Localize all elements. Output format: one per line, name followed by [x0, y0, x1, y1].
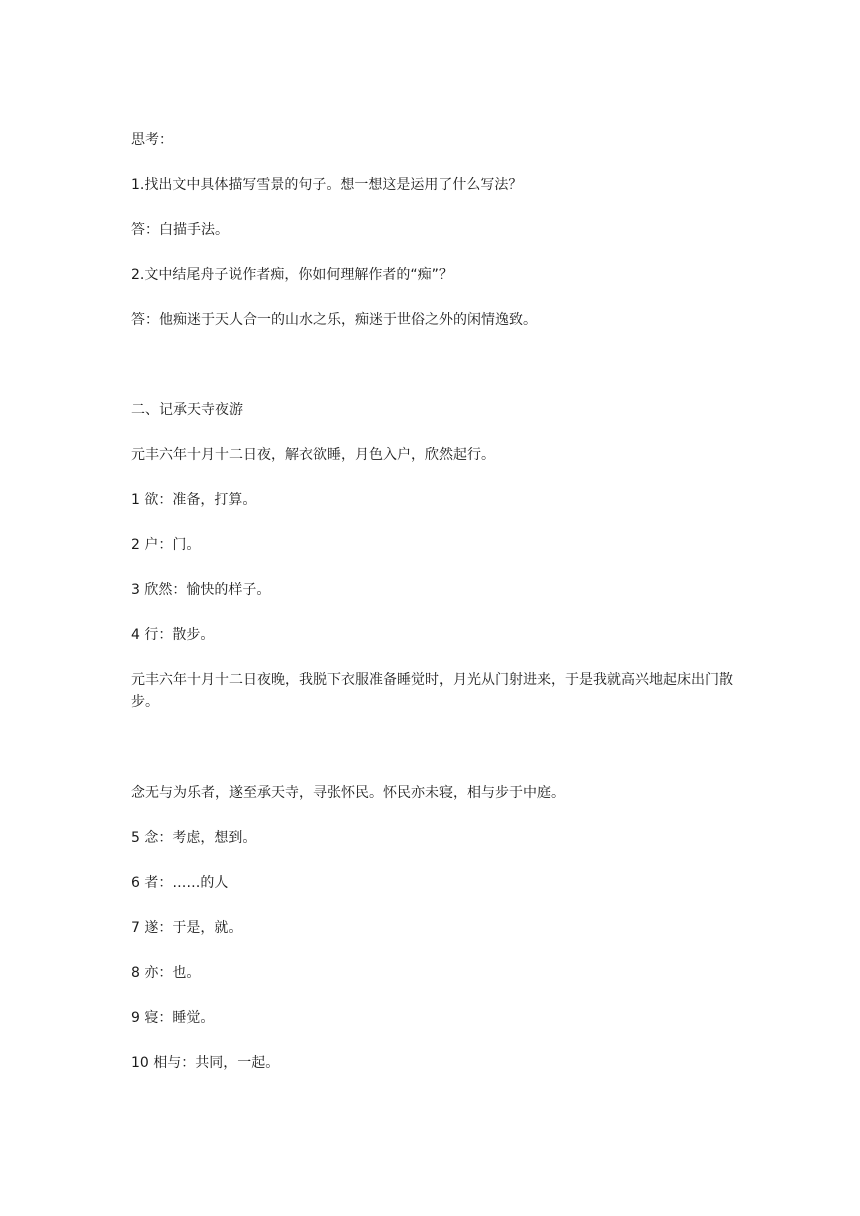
note-2: 2 户：门。: [131, 537, 201, 553]
note-8: 8 亦：也。: [131, 965, 201, 981]
question-2: 2.文中结尾舟子说作者痴，你如何理解作者的“痴”？: [131, 267, 453, 283]
note-1: 1 欲：准备，打算。: [131, 492, 257, 508]
note-9: 9 寝：睡觉。: [131, 1010, 215, 1026]
heading-thinking: 思考：: [131, 132, 173, 148]
note-4: 4 行：散步。: [131, 627, 215, 643]
note-5: 5 念：考虑，想到。: [131, 830, 257, 846]
translation-1: 元丰六年十月十二日夜晚，我脱下衣服准备睡觉时，月光从门射进来，于是我就高兴地起床出门散步。: [131, 672, 733, 710]
answer-2: 答：他痴迷于天人合一的山水之乐，痴迷于世俗之外的闲情逸致。: [131, 312, 537, 328]
note-7: 7 遂：于是，就。: [131, 920, 243, 936]
section-title: 二、记承天寺夜游: [131, 402, 243, 418]
note-10: 10 相与：共同，一起。: [131, 1055, 280, 1071]
note-6: 6 者：……的人: [131, 875, 229, 891]
note-3: 3 欣然：愉快的样子。: [131, 582, 271, 598]
answer-1: 答：白描手法。: [131, 222, 229, 238]
original-text-2: 念无与为乐者，遂至承天寺，寻张怀民。怀民亦未寝，相与步于中庭。: [131, 785, 565, 801]
question-1: 1.找出文中具体描写雪景的句子。想一想这是运用了什么写法？: [131, 177, 523, 193]
original-text-1: 元丰六年十月十二日夜，解衣欲睡，月色入户，欣然起行。: [131, 447, 495, 463]
